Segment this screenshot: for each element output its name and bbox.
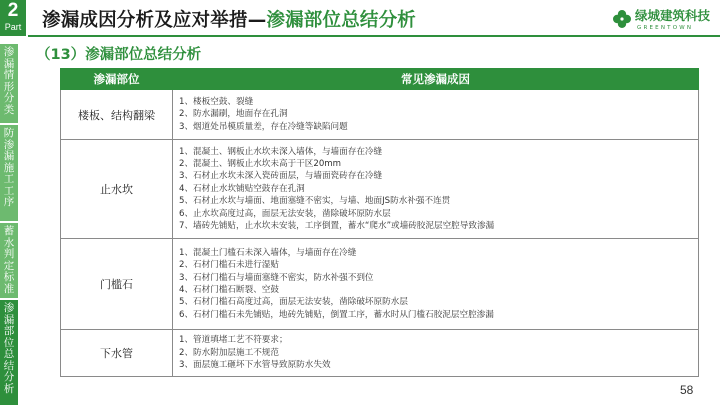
leak-part-cell: 楼板、结构翻梁 — [61, 90, 173, 140]
part-badge — [0, 0, 26, 36]
clover-logo-icon — [612, 9, 632, 29]
cause-item: 5、石材门槛石高度过高，面层无法安装，凿除破坏原防水层 — [179, 297, 408, 308]
cause-item: 4、石材止水坎铺贴空鼓存在孔洞 — [179, 183, 305, 194]
part-number: 2 — [7, 0, 19, 21]
leak-part-cell: 下水管 — [61, 330, 173, 377]
page-number: 58 — [680, 383, 694, 397]
header-divider — [28, 35, 720, 37]
title-main: 渗漏成因分析及应对举措— — [42, 10, 267, 31]
sidebar-tab-construction-process[interactable] — [0, 125, 18, 221]
cause-item: 3、石材止水坎未深入瓷砖面层，与墙面瓷砖存在冷缝 — [179, 171, 383, 182]
table-row — [61, 239, 699, 330]
causes-cell — [173, 140, 699, 239]
leak-part-cell: 止水坎 — [61, 140, 173, 239]
causes-cell — [173, 330, 699, 377]
cause-item: 2、混凝土、钢板止水坎未高于干区20mm — [179, 158, 342, 169]
logo-subtext: GREENTOWN — [637, 25, 694, 31]
cause-item: 3、石材门槛石与墙面塞缝不密实，防水补强不到位 — [179, 272, 374, 283]
leak-part-cell: 门槛石 — [61, 239, 173, 330]
sidebar-tab-leak-classification[interactable] — [0, 44, 18, 123]
sidebar — [0, 0, 22, 405]
sidebar-tab-label: 防 渗 漏 施 工 工 序 — [3, 127, 15, 208]
page-title — [42, 6, 416, 32]
table-header-row — [61, 69, 699, 90]
cause-item: 1、混凝土、钢板止水坎未深入墙体，与墙面存在冷缝 — [179, 146, 383, 157]
leak-summary-table — [60, 68, 699, 377]
part-label: Part — [4, 22, 22, 32]
column-header-causes: 常见渗漏成因 — [173, 69, 699, 90]
column-header-part: 渗漏部位 — [61, 69, 173, 90]
title-accent: 渗漏部位总结分析 — [266, 10, 417, 31]
sidebar-tab-label: 蓄 水 判 定 标 准 — [3, 225, 15, 295]
causes-cell — [173, 90, 699, 140]
cause-item: 2、防水漏刷，地面存在孔洞 — [179, 109, 288, 120]
causes-cell — [173, 239, 699, 330]
cause-item: 2、石材门槛石未进行湿贴 — [179, 260, 279, 271]
cause-item: 3、面层施工砸坏下水管导致原防水失效 — [179, 360, 331, 371]
cause-item: 7、墙砖先铺贴，止水坎未安装，工序倒置，蓄水“爬水”或墙砖胶泥层空腔导致渗漏 — [179, 221, 495, 232]
cause-item: 1、混凝土门槛石未深入墙体，与墙面存在冷缝 — [179, 247, 357, 258]
greentown-logo — [612, 8, 712, 34]
cause-item: 2、防水附加层施工不规范 — [179, 347, 279, 358]
sidebar-tab-water-test-criteria[interactable] — [0, 223, 18, 298]
cause-item: 3、烟道处吊模质量差，存在冷缝等缺陷问题 — [179, 121, 348, 132]
sidebar-tab-label: 渗 漏 部 位 总 结 分 析 — [3, 302, 15, 395]
logo-text: 绿城建筑科技 — [635, 8, 711, 23]
sidebar-tab-leak-summary[interactable] — [0, 300, 18, 405]
table-row — [61, 330, 699, 377]
cause-item: 5、石材止水坎与墙面、地面塞缝不密实，与墙、地面JS防水补强不连贯 — [179, 196, 451, 207]
sidebar-tab-label: 渗 漏 情 形 分 类 — [3, 46, 15, 116]
cause-item: 1、楼板空鼓、裂缝 — [179, 96, 254, 107]
section-title: （13）渗漏部位总结分析 — [36, 47, 202, 63]
table-row — [61, 140, 699, 239]
table-row — [61, 90, 699, 140]
cause-item: 6、止水坎高度过高，面层无法安装，凿除破坏原防水层 — [179, 208, 391, 219]
cause-item: 6、石材门槛石未先铺贴，地砖先铺贴，倒置工序，蓄水时从门槛石胶泥层空腔渗漏 — [179, 309, 494, 320]
cause-item: 1、管道填堵工艺不符要求； — [179, 335, 288, 346]
cause-item: 4、石材门槛石断裂、空鼓 — [179, 285, 279, 295]
